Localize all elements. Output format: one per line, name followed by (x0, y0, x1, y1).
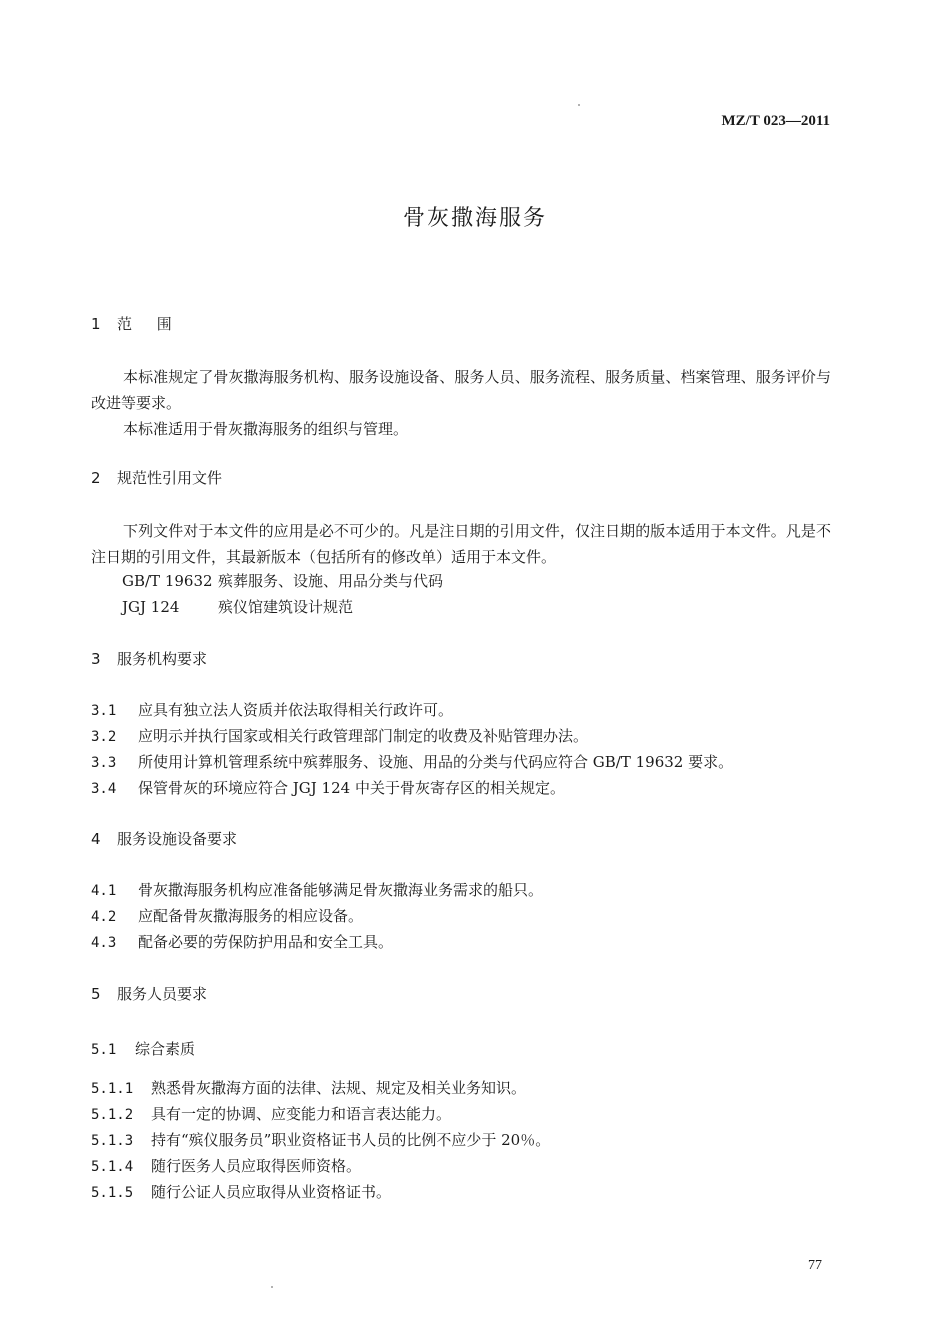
section-1-paragraph-2: 本标准适用于骨灰撒海服务的组织与管理。 (123, 420, 409, 438)
clause-number: 4.3 (91, 935, 117, 951)
clause-item (91, 755, 733, 770)
clause-item (91, 935, 393, 950)
reference-item (122, 574, 443, 589)
clause-item (91, 1107, 451, 1122)
clause-number: 5.1.2 (91, 1107, 134, 1123)
section-4-heading (91, 832, 237, 847)
section-title: 服务人员要求 (117, 985, 208, 1003)
section-3-heading (91, 652, 207, 667)
clause-text: 熟悉骨灰撒海方面的法律、法规、规定及相关业务知识。 (151, 1079, 527, 1097)
section-1-paragraph-1: 本标准规定了骨灰撒海服务机构、服务设施设备、服务人员、服务流程、服务质量、档案管理、服务评价与改进等要求。 (91, 368, 831, 412)
section-5-heading (91, 987, 207, 1002)
clause-item (91, 883, 543, 898)
clause-text: 应明示并执行国家或相关行政管理部门制定的收费及补贴管理办法。 (138, 727, 589, 745)
clause-text: 应配备骨灰撒海服务的相应设备。 (138, 907, 364, 925)
clause-item (91, 1133, 550, 1148)
reference-title: 殡葬服务、设施、用品分类与代码 (218, 572, 444, 590)
section-title: 服务机构要求 (117, 650, 208, 668)
clause-number: 3.4 (91, 781, 117, 797)
clause-number: 4.1 (91, 883, 117, 899)
standard-code: MZ/T 023—2011 (721, 113, 830, 129)
reference-code: JGJ 124 (122, 598, 180, 616)
scan-speck (271, 1286, 273, 1288)
section-number: 3 (91, 650, 101, 668)
clause-text: 所使用计算机管理系统中殡葬服务、设施、用品的分类与代码应符合 GB/T 19632 要求。 (138, 753, 734, 771)
clause-item (91, 1081, 526, 1096)
clause-text: 随行医务人员应取得医师资格。 (151, 1157, 362, 1175)
clause-text: 配备必要的劳保防护用品和安全工具。 (138, 933, 394, 951)
clause-text: 应具有独立法人资质并依法取得相关行政许可。 (138, 701, 454, 719)
section-title: 规范性引用文件 (117, 469, 223, 487)
clause-item (91, 909, 363, 924)
clause-item (91, 729, 588, 744)
page-number: 77 (808, 1258, 822, 1273)
section-number: 5 (91, 985, 101, 1003)
clause-number: 5.1.1 (91, 1081, 134, 1097)
clause-number: 3.3 (91, 755, 117, 771)
clause-text: 随行公证人员应取得从业资格证书。 (151, 1183, 392, 1201)
clause-number: 5.1.5 (91, 1185, 134, 1201)
section-title: 范 围 (117, 315, 182, 333)
scan-speck (578, 104, 580, 106)
clause-item (91, 1159, 361, 1174)
clause-text: 具有一定的协调、应变能力和语言表达能力。 (151, 1105, 452, 1123)
subsection-number: 5.1 (91, 1042, 117, 1058)
clause-number: 5.1.4 (91, 1159, 134, 1175)
clause-number: 3.1 (91, 703, 117, 719)
clause-number: 4.2 (91, 909, 117, 925)
clause-number: 3.2 (91, 729, 117, 745)
reference-title: 殡仪馆建筑设计规范 (218, 598, 354, 616)
reference-item (122, 600, 353, 615)
section-title: 服务设施设备要求 (117, 830, 238, 848)
clause-item (91, 781, 565, 796)
clause-text: 保管骨灰的环境应符合 JGJ 124 中关于骨灰寄存区的相关规定。 (138, 779, 565, 797)
document-title: 骨灰撒海服务 (402, 206, 547, 231)
section-2-paragraph-1: 下列文件对于本文件的应用是必不可少的。凡是注日期的引用文件，仅注日期的版本适用于本文件。凡是不注日期的引用文件，其最新版本（包括所有的修改单）适用于本文件。 (91, 522, 831, 566)
clause-item (91, 1185, 391, 1200)
clause-text: 骨灰撒海服务机构应准备能够满足骨灰撒海业务需求的船只。 (138, 881, 544, 899)
section-number: 4 (91, 830, 101, 848)
clause-item (91, 703, 453, 718)
subsection-5-1-heading (91, 1042, 195, 1057)
section-number: 1 (91, 315, 101, 333)
clause-text: 持有“殡仪服务员”职业资格证书人员的比例不应少于 20％。 (151, 1131, 551, 1149)
section-1-heading (91, 317, 182, 332)
section-2-heading (91, 471, 222, 486)
clause-number: 5.1.3 (91, 1133, 134, 1149)
reference-code: GB/T 19632 (122, 572, 213, 590)
section-number: 2 (91, 469, 101, 487)
subsection-title: 综合素质 (135, 1040, 196, 1058)
